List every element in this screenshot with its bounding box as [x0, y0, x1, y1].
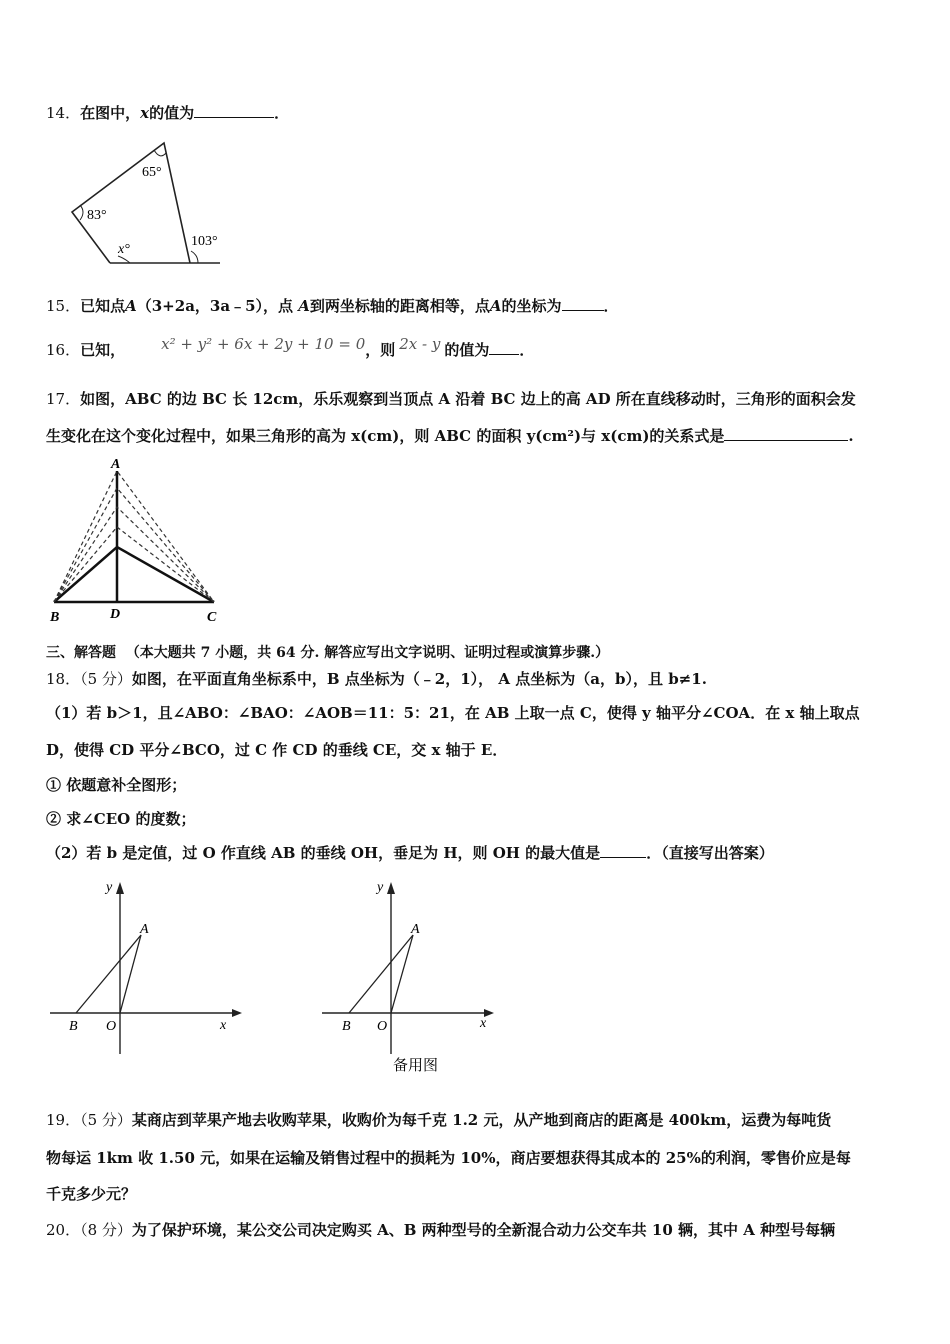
- q19-line3: 千克多少元？: [46, 1185, 137, 1203]
- x-axis-label: x: [480, 1016, 487, 1031]
- angle-label-65: 65°: [142, 165, 162, 180]
- q18-backup-figure: [318, 872, 518, 1082]
- q19-line1: 19．（5 分）某商店到苹果产地去收购苹果，收购价为每千克 1.2 元，从产地到商店的距离是 400km，运费为每吨货: [46, 1111, 832, 1129]
- answer-blank: [600, 843, 646, 858]
- q17-triangle-figure: [42, 455, 227, 625]
- q18-coordinate-figure: [44, 872, 244, 1057]
- angle-label-103: 103°: [191, 234, 218, 249]
- point-C-label: C: [207, 610, 217, 625]
- y-axis-label: y: [377, 880, 384, 895]
- point-A-label: A: [140, 922, 149, 937]
- q15-text: 15．已知点A（3+2a，3a﹣5），点 A到两坐标轴的距离相等，点A的坐标为 ．: [46, 297, 619, 315]
- answer-blank: [724, 426, 848, 441]
- q17-line1: 17．如图，ABC 的边 BC 长 12cm，乐乐观察到当顶点 A 沿着 BC 边上的高 AD 所在直线移动时，三角形的面积会发: [46, 390, 856, 408]
- q17-line2: 生变化在这个变化过程中，如果三角形的高为 x(cm)，则 ABC 的面积 y(cm²)与 x(cm)的关系式是 .: [46, 427, 854, 445]
- q18-line1: 18．（5 分）如图，在平面直角坐标系中，B 点坐标为（﹣2，1）， A 点坐标为（a，b），且 b≠1.: [46, 670, 707, 688]
- point-B-label: B: [50, 610, 60, 625]
- x-axis-label: x: [220, 1018, 227, 1033]
- origin-label: O: [106, 1019, 117, 1034]
- y-axis-label: y: [106, 880, 113, 895]
- answer-blank: [562, 296, 604, 311]
- angle-label-x: x°: [118, 242, 130, 257]
- q18-part1b: D，使得 CD 平分∠BCO，过 C 作 CD 的垂线 CE，交 x 轴于 E．: [46, 741, 508, 759]
- point-A-label: A: [411, 922, 420, 937]
- backup-figure-caption: 备用图: [393, 1058, 439, 1074]
- answer-blank: [194, 103, 274, 118]
- q16-text: 16．已知， x² + y² + 6x + 2y + 10 = 0，则 2x - y 的值为 ．: [46, 335, 535, 359]
- q20-line1: 20．（8 分）为了保护环境，某公交公司决定购买 A、B 两种型号的全新混合动力公交车共 10 辆，其中 A 种型号每辆: [46, 1221, 836, 1239]
- q18-part2: （2）若 b 是定值，过 O 作直线 AB 的垂线 OH，垂足为 H，则 OH 的最大值是 ．（直接写出答案）: [46, 844, 774, 862]
- section-heading: 三、解答题 （本大题共 7 小题，共 64 分. 解答应写出文字说明、证明过程或演算步骤.）: [46, 645, 610, 661]
- origin-label: O: [377, 1019, 388, 1034]
- q14-text: 14．在图中，x的值为 ．: [46, 104, 290, 122]
- point-B-label: B: [69, 1019, 78, 1034]
- angle-label-83: 83°: [87, 208, 107, 223]
- q18-part1a: （1）若 b＞1，且∠ABO：∠BAO：∠AOB＝11：5：21，在 AB 上取一点 C，使得 y 轴平分∠COA．在 x 轴上取点: [46, 704, 860, 722]
- point-A-label: A: [111, 457, 121, 472]
- point-B-label: B: [342, 1019, 351, 1034]
- q18-sub1: ① 依题意补全图形；: [46, 776, 187, 794]
- q14-pentagon-figure: [60, 138, 230, 270]
- point-D-label: D: [110, 607, 121, 622]
- expression: 2x - y: [399, 335, 441, 353]
- q18-sub2: ② 求∠CEO 的度数；: [46, 810, 196, 828]
- q19-line2: 物每运 1km 收 1.50 元，如果在运输及销售过程中的损耗为 10%，商店要想获得其成本的 25%的利润，零售价应是每: [46, 1149, 851, 1167]
- equation: x² + y² + 6x + 2y + 10 = 0: [161, 335, 366, 353]
- answer-blank: [489, 340, 519, 355]
